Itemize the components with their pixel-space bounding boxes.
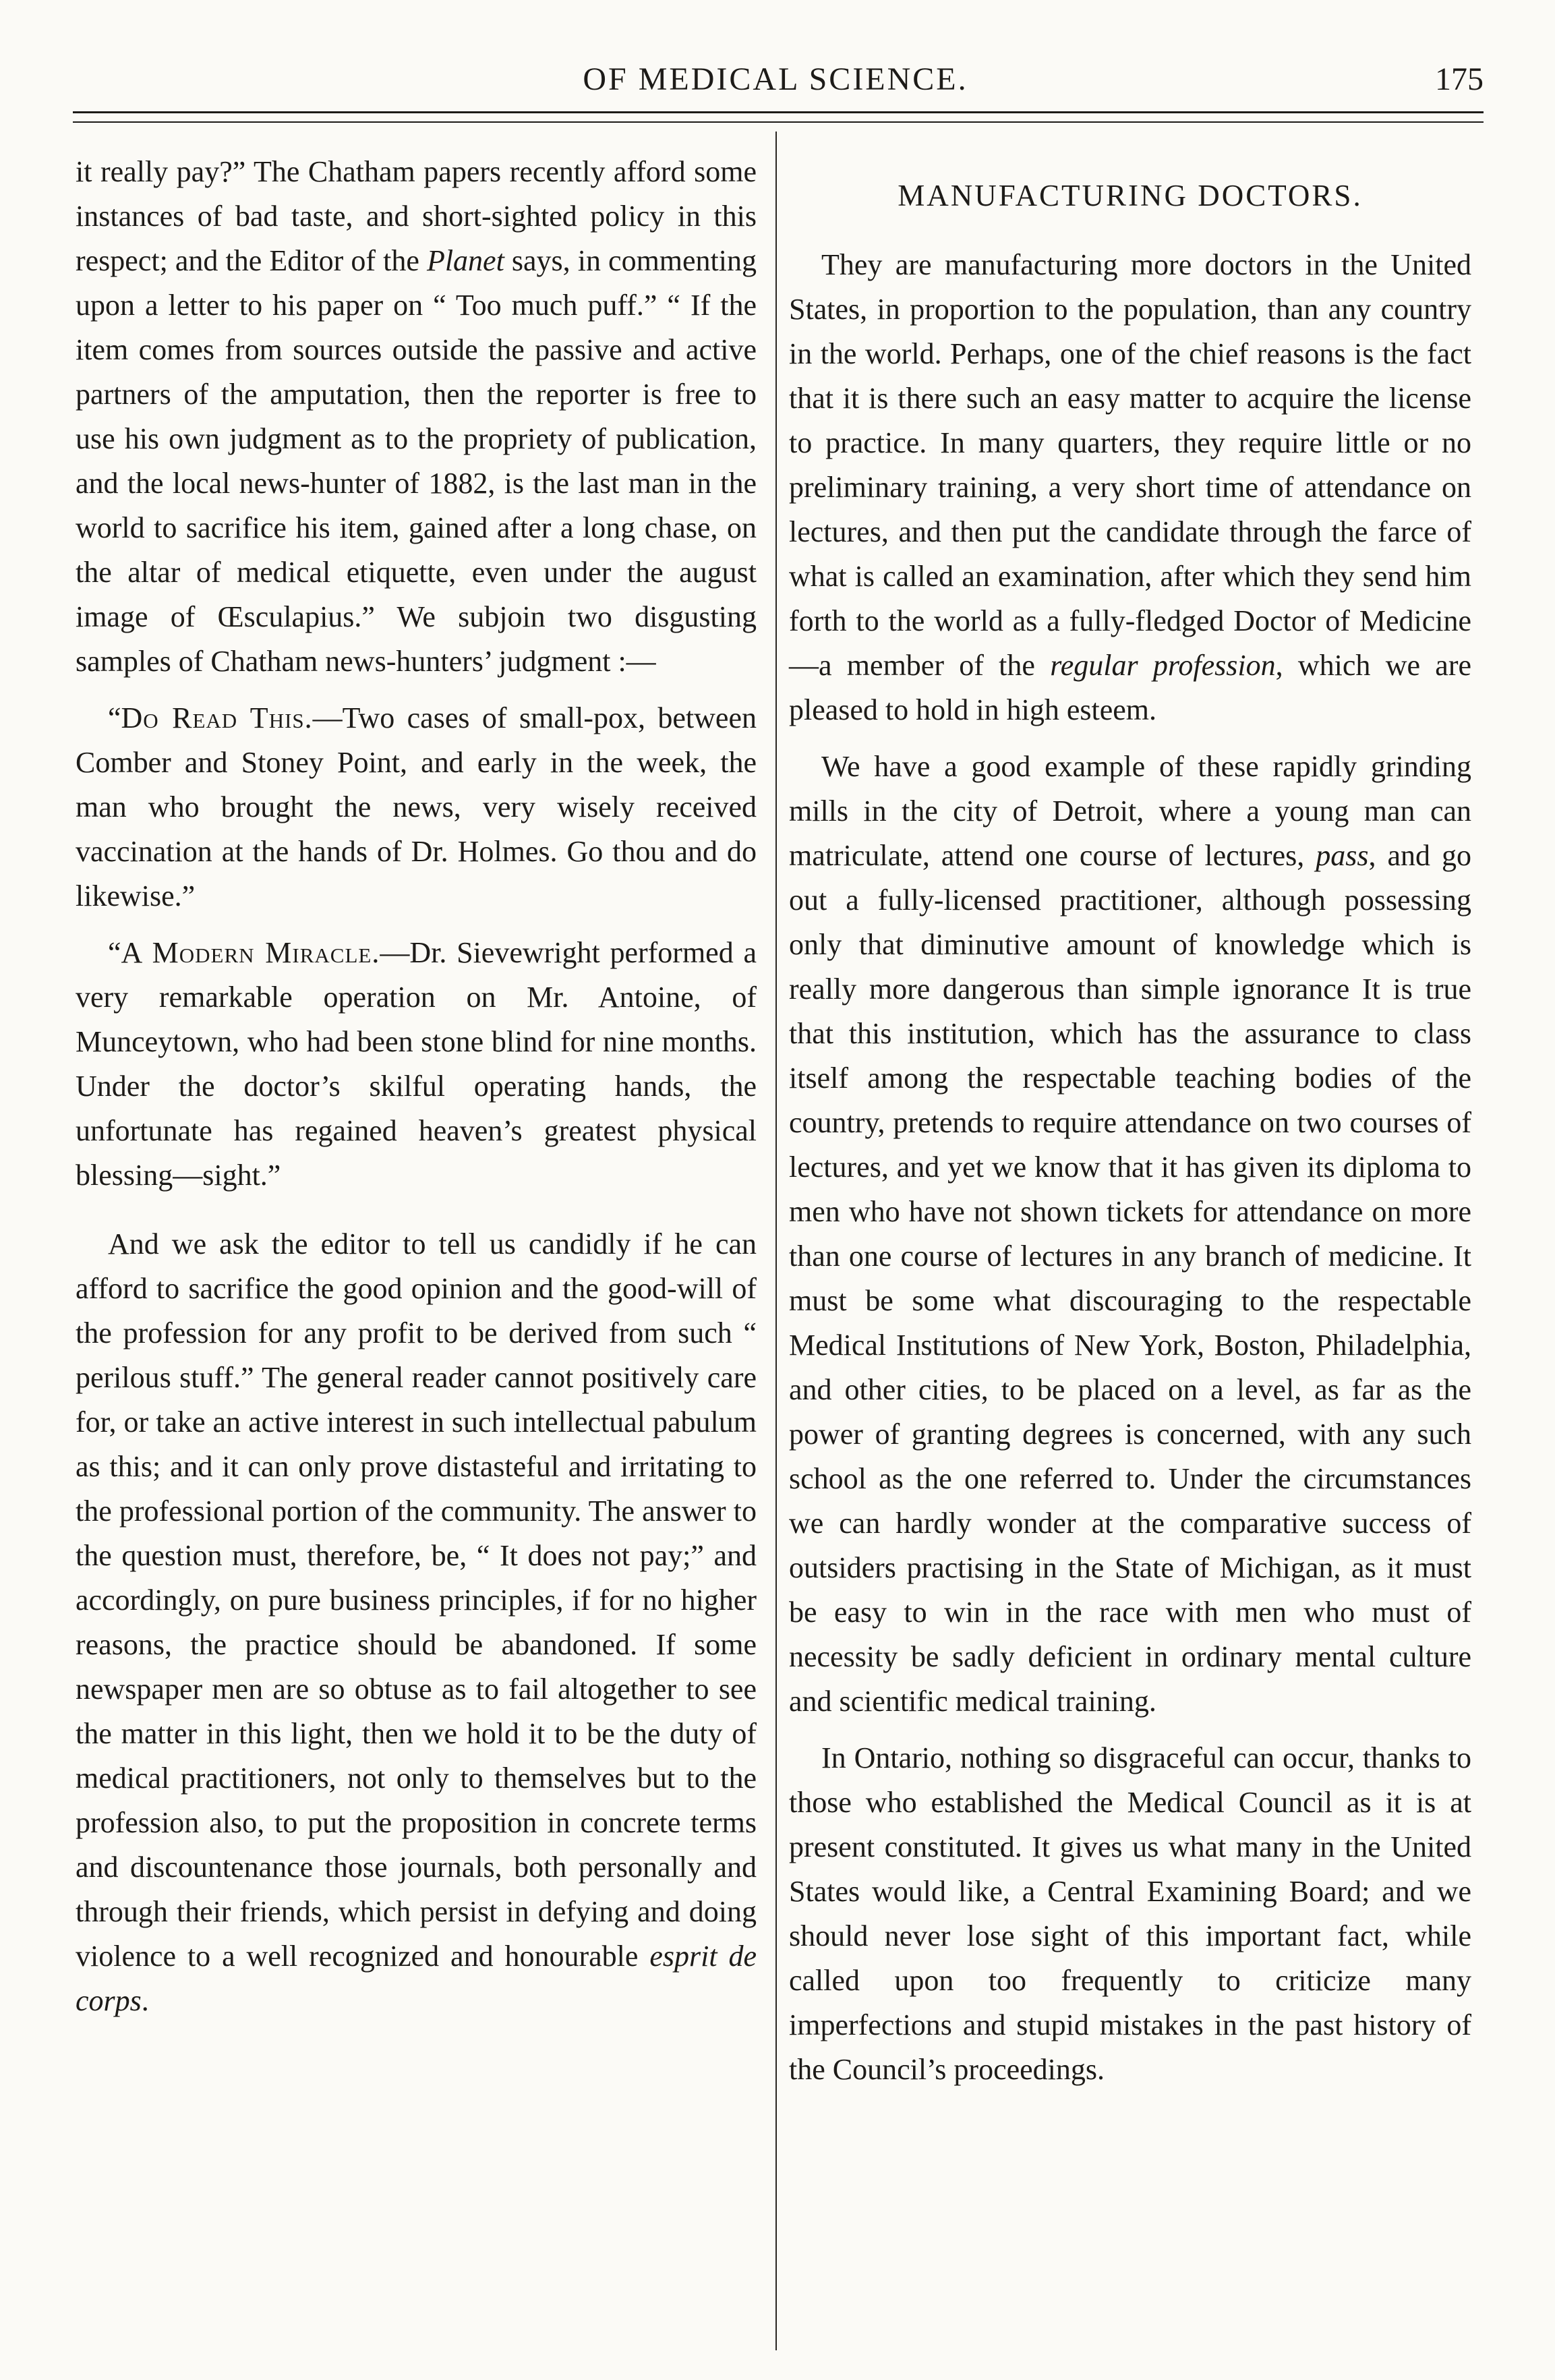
header-rule-top: [73, 111, 1484, 113]
paragraph-chatham-papers: [76, 150, 757, 684]
text-run: , and go out a fully-licensed practitioner, although possessing only that diminutive amount of knowledge which is really more dangerous than simple ignorance It is true that this institution, which has the assurance to class itself among the respectable teaching bodies of the country, pretends to require attendance on two courses of lectures, and yet we know that it has given its diploma to men who have not shown tickets for attendance on more than one course of lectures in any branch of medicine. It must be some what discouraging to the respectable Medical Institutions of New York, Boston, Philadelphia, and other cities, to be placed on a level, as far as the power of granting degrees is concerned, with any such school as the one referred to. Under the circumstances we can hardly wonder at the comparative success of outsiders practising in the State of Michigan, as it must be easy to win in the race with men who must of necessity be sadly deficient in ordinary mental culture and scientific medical training.: [789, 839, 1471, 1718]
open-quote: “: [108, 936, 121, 969]
italic-run: regular profession: [1050, 649, 1276, 682]
page-header: [67, 61, 1484, 108]
page-number: 175: [1435, 61, 1484, 97]
column-divider: [775, 132, 777, 2350]
text-run: it really pay?” The Chatham papers recently afford some instances of bad taste, and short-sighted policy in this respect; and the Editor of the: [76, 155, 757, 277]
italic-run: esprit de corps: [76, 1940, 757, 2017]
text-run: says, in commenting upon a letter to his paper on “ Too much puff.” “ If the item comes from sources outside the passive and active partners of the amputation, then the reporter is free to use his own judgment as to the propriety of publication, and the local news-hunter of 1882, is the last man in the world to sacrifice his item, gained after a long chase, on the altar of medical etiquette, even under the august image of Œsculapius.” We subjoin two disgusting samples of Chatham news-hunters’ judgment :—: [76, 244, 757, 678]
section-title: MANUFACTURING DOCTORS.: [898, 179, 1363, 212]
right-column: [789, 150, 1471, 2092]
left-column: [76, 150, 757, 2023]
italic-run: pass: [1316, 839, 1369, 872]
text-run: They are manufacturing more doctors in the United States, in proportion to the population, than any country in the world. Perhaps, one of the chief reasons is the fact that it is there such an easy matter to acquire the license to practice. In many quarters, they require little or no preliminary training, a very short time of attendance on lectures, and then put the candidate through the farce of what is called an examination, after which they send him forth to the world as a fully-fledged Doctor of Medicine—a member of the: [789, 248, 1471, 682]
item-text: —Two cases of small-pox, between Comber and Stoney Point, and early in the week, the man who brought the news, very wisely received vaccination at the hands of Dr. Holmes. Go thou and do likewise.”: [76, 701, 757, 912]
quoted-item-do-read-this: [76, 696, 757, 919]
header-rule-bottom: [73, 121, 1484, 123]
paragraph-editor-question: [76, 1222, 757, 2023]
item-text: —Dr. Sievewright performed a very remarkable operation on Mr. Antoine, of Munceytown, who had been stone blind for nine months. Under the doctor’s skilful operating hands, the unfortunate has regained heaven’s greatest physical blessing—sight.”: [76, 936, 757, 1192]
open-quote: “: [108, 701, 121, 734]
item-heading: Do Read This.: [121, 701, 313, 734]
text-run: .: [141, 1984, 149, 2017]
paragraph-ontario: In Ontario, nothing so disgraceful can occur, thanks to those who established the Medical Council as it is at present constituted. It gives us what many in the United States would like, a Central Examining Board; and we should never lose sight of this important fact, while called upon too frequently to criticize many imperfections and stupid mistakes in the past history of the Council’s proceedings.: [789, 1741, 1471, 2086]
text-run: And we ask the editor to tell us candidly if he can afford to sacrifice the good opinion and the good-will of the profession for any profit to be derived from such “ perilous stuff.” The general reader cannot positively care for, or take an active interest in such intellectual pabulum as this; and it can only prove distasteful and irritating to the professional portion of the community. The answer to the question must, therefore, be, “ It does not pay;” and accordingly, on pure business principles, if for no higher reasons, the practice should be abandoned. If some newspaper men are so obtuse as to fail altogether to see the matter in this light, then we hold it to be the duty of medical practitioners, not only to themselves but to the profession also, to put the proposition in concrete terms and discountenance those journals, both personally and through their friends, which persist in defying and doing violence to a well recognized and honourable: [76, 1227, 757, 1973]
paragraph-detroit: [789, 745, 1471, 1724]
text-run: , which we are pleased to hold in high esteem.: [789, 649, 1471, 726]
text-run: We have a good example of these rapidly grinding mills in the city of Detroit, where a young man can matriculate, attend one course of lectures,: [789, 750, 1471, 872]
paragraph-manufacturing: [789, 243, 1471, 732]
italic-run: Planet: [426, 244, 504, 277]
quoted-item-modern-miracle: [76, 931, 757, 1198]
item-heading: A Modern Miracle.: [121, 936, 380, 969]
running-title: OF MEDICAL SCIENCE.: [583, 61, 968, 97]
